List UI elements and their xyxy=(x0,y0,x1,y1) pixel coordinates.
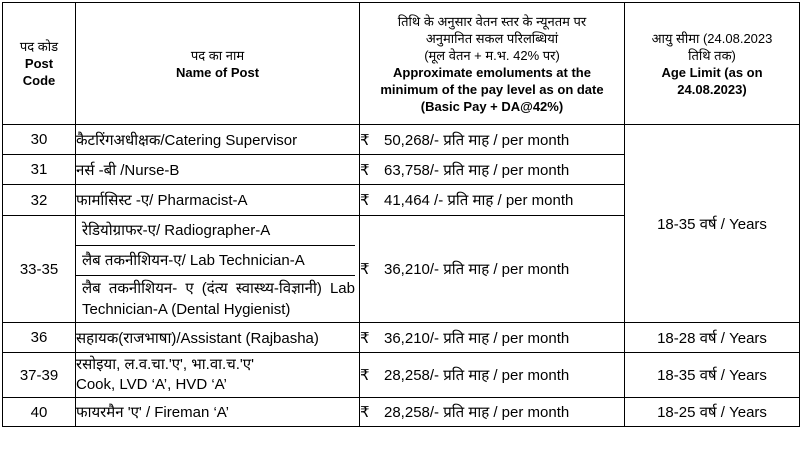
header-code-en-1: Post xyxy=(24,56,54,71)
header-age-hi-2: तिथि तक) xyxy=(688,47,736,63)
header-emoluments xyxy=(360,3,625,125)
header-post-code xyxy=(3,3,76,125)
rupee-icon: ₹ xyxy=(360,404,370,421)
rupee-icon: ₹ xyxy=(360,131,370,149)
header-pay-en-2: minimum of the pay level as on date xyxy=(380,81,604,97)
header-row xyxy=(3,3,800,125)
emoluments xyxy=(360,125,625,155)
age-limit: 18-28 वर्ष / Years xyxy=(625,323,800,353)
rupee-icon: ₹ xyxy=(360,367,370,384)
emoluments xyxy=(360,216,625,323)
header-post-name xyxy=(76,3,360,125)
post-code: 37-39 xyxy=(3,353,76,398)
post-name: रेडियोग्राफर-ए/ Radiographer-A xyxy=(82,222,271,239)
table-row xyxy=(3,353,800,398)
header-name-hi: पद का नाम xyxy=(190,47,245,63)
rupee-icon: ₹ xyxy=(360,261,370,278)
post-table xyxy=(2,2,800,427)
post-code: 32 xyxy=(3,185,76,216)
pay-text: 36,210/- प्रति माह / per month xyxy=(384,329,570,347)
post-code: 40 xyxy=(3,398,76,427)
post-name: कैटरिंगअधीक्षक/Catering Supervisor xyxy=(76,125,360,155)
emoluments xyxy=(360,323,625,353)
header-age-en-2: 24.08.2023) xyxy=(677,81,747,97)
age-limit: 18-35 वर्ष / Years xyxy=(625,353,800,398)
post-code: 36 xyxy=(3,323,76,353)
header-age-limit xyxy=(625,3,800,125)
header-code-en-2: Code xyxy=(22,73,56,88)
post-name: नर्स -बी /Nurse-B xyxy=(76,155,360,185)
table-row xyxy=(3,125,800,155)
post-name: Cook, LVD ‘A’, HVD ‘A’ xyxy=(76,376,227,393)
emoluments xyxy=(360,155,625,185)
pay-text: 28,258/- प्रति माह / per month xyxy=(384,367,570,384)
post-name-group xyxy=(76,353,360,398)
emoluments xyxy=(360,353,625,398)
rupee-icon: ₹ xyxy=(360,329,370,347)
rupee-icon: ₹ xyxy=(360,192,370,209)
header-pay-hi-1: तिथि के अनुसार वेतन स्तर के न्यूनतम पर xyxy=(397,13,587,29)
header-pay-hi-2: अनुमानित सकल परिलब्धियां xyxy=(425,30,559,46)
age-limit: 18-25 वर्ष / Years xyxy=(625,398,800,427)
post-code: 33-35 xyxy=(3,216,76,323)
pay-text: 50,268/- प्रति माह / per month xyxy=(384,131,570,149)
pay-text: 41,464 /- प्रति माह / per month xyxy=(384,192,574,209)
post-code: 31 xyxy=(3,155,76,185)
pay-text: 63,758/- प्रति माह / per month xyxy=(384,161,570,179)
emoluments xyxy=(360,185,625,216)
post-name: सहायक(राजभाषा)/Assistant (Rajbasha) xyxy=(76,323,360,353)
header-pay-en-3: (Basic Pay + DA@42%) xyxy=(420,98,564,114)
post-name-group xyxy=(76,216,360,323)
pay-text: 28,258/- प्रति माह / per month xyxy=(384,404,570,421)
age-limit: 18-35 वर्ष / Years xyxy=(625,125,800,323)
header-age-hi-date: (24.08.2023 xyxy=(702,30,773,46)
post-name: रसोइया, ल.व.चा.'ए', भा.वा.च.'ए' xyxy=(76,356,254,373)
rupee-icon: ₹ xyxy=(360,161,370,179)
header-age-hi-1: आयु सीमा xyxy=(651,30,700,46)
table-row xyxy=(3,398,800,427)
post-name: लैब तकनीशियन-ए/ Lab Technician-A xyxy=(76,245,355,275)
post-name: फार्मासिस्ट -ए/ Pharmacist-A xyxy=(76,185,360,216)
header-age-en-1: Age Limit (as on xyxy=(661,64,763,80)
emoluments xyxy=(360,398,625,427)
header-name-en: Name of Post xyxy=(175,64,260,80)
post-code: 30 xyxy=(3,125,76,155)
table-row xyxy=(3,323,800,353)
post-name: फायरमैन 'ए' / Fireman ‘A’ xyxy=(76,398,360,427)
header-pay-en-1: Approximate emoluments at the xyxy=(393,64,591,80)
post-name: लैब तकनीशियन- ए (दंत्य स्वास्थ्य-विज्ञानी) Lab Technician-A (Dental Hygienist) xyxy=(76,275,355,322)
pay-text: 36,210/- प्रति माह / per month xyxy=(384,261,570,278)
header-code-hi: पद कोड xyxy=(19,39,59,54)
header-pay-hi-3: (मूल वेतन + म.भ. 42% पर) xyxy=(424,47,560,63)
